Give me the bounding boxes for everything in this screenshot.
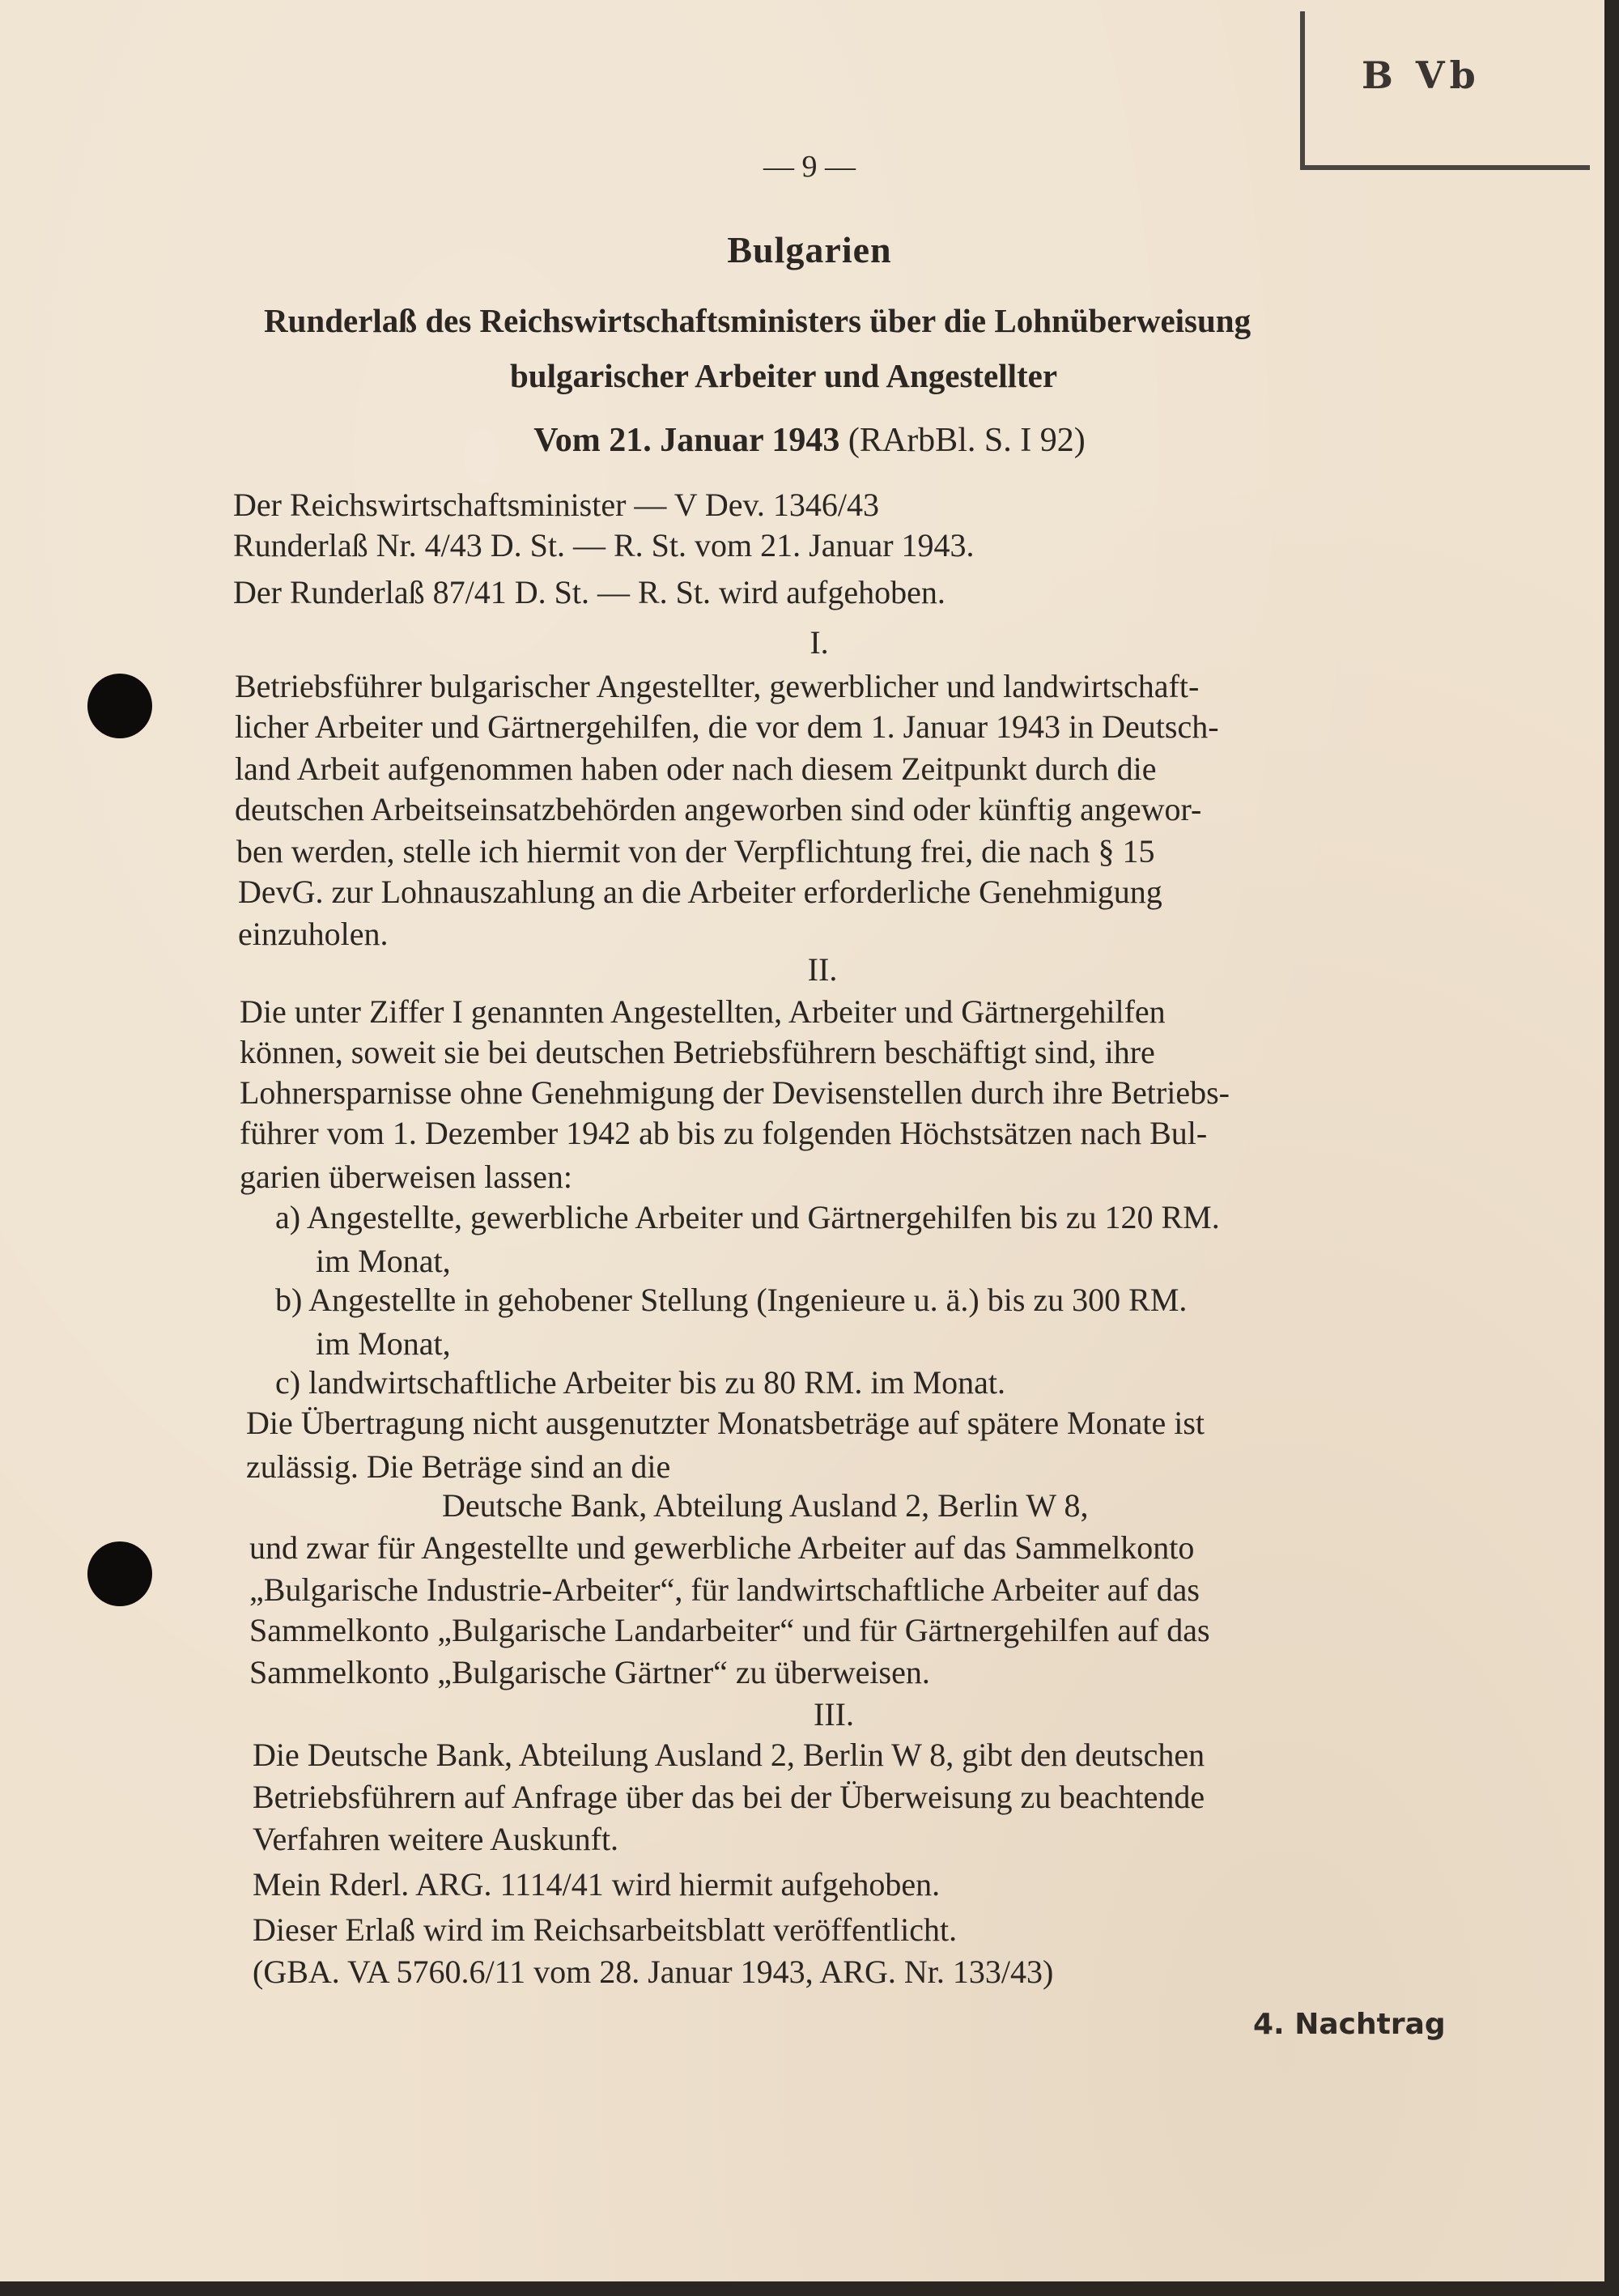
- page-title: Bulgarien: [727, 229, 892, 270]
- section-3-line: Betriebsführern auf Anfrage über das bei der Überweisung zu beachtende: [253, 1779, 1205, 1815]
- supplement-label: 4. Nachtrag: [1253, 2008, 1446, 2041]
- section-1-line: einzuholen.: [238, 916, 389, 952]
- section-3-line: Verfahren weitere Auskunft.: [253, 1821, 619, 1857]
- header-line: Der Runderlaß 87/41 D. St. — R. St. wird aufgehoben.: [233, 574, 945, 610]
- subtitle-line-2: bulgarischer Arbeiter und Angestellter: [510, 357, 1058, 394]
- section-2-closing: „Bulgarische Industrie-Arbeiter“, für landwirtschaftliche Arbeiter auf das: [249, 1571, 1200, 1608]
- section-2-line: können, soweit sie bei deutschen Betriebsführern beschäftigt sind, ihre: [240, 1034, 1155, 1070]
- section-1-line: ben werden, stelle ich hiermit von der Verpflichtung frei, die nach § 15: [236, 833, 1155, 870]
- list-item: a) Angestellte, gewerbliche Arbeiter und Gärtnergehilfen bis zu 120 RM.: [275, 1199, 1220, 1235]
- page-number: — 9 —: [763, 150, 856, 184]
- section-3-line: Die Deutsche Bank, Abteilung Ausland 2, Berlin W 8, gibt den deutschen: [253, 1737, 1205, 1773]
- list-item: b) Angestellte in gehobener Stellung (Ingenieure u. ä.) bis zu 300 RM.: [275, 1282, 1188, 1318]
- list-item: im Monat,: [316, 1243, 451, 1279]
- date-line: [0, 421, 1619, 460]
- section-1-line: land Arbeit aufgenommen haben oder nach diesem Zeitpunkt durch die: [235, 750, 1157, 787]
- section-1-line: licher Arbeiter und Gärtnergehilfen, die vor dem 1. Januar 1943 in Deutsch-: [235, 708, 1219, 745]
- section-2-line: führer vom 1. Dezember 1942 ab bis zu folgenden Höchstsätzen nach Bul-: [240, 1115, 1208, 1151]
- section-2-line: Lohnersparnisse ohne Genehmigung der Devisenstellen durch ihre Betriebs-: [240, 1074, 1230, 1111]
- list-item: im Monat,: [316, 1325, 451, 1362]
- section-heading-2: II.: [807, 951, 838, 988]
- section-3-line: Mein Rderl. ARG. 1114/41 wird hiermit aufgehoben.: [253, 1866, 941, 1903]
- section-2-after: zulässig. Die Beträge sind an die: [246, 1448, 671, 1485]
- section-heading-3: III.: [814, 1696, 854, 1733]
- section-1-line: deutschen Arbeitseinsatzbehörden angeworben sind oder künftig angewor-: [235, 791, 1202, 827]
- section-2-line: Die unter Ziffer I genannten Angestellten, Arbeiter und Gärtnergehilfen: [240, 993, 1166, 1030]
- header-line: Der Reichswirtschaftsminister — V Dev. 1346/43: [233, 487, 880, 523]
- section-2-closing: Sammelkonto „Bulgarische Landarbeiter“ und für Gärtnergehilfen auf das: [249, 1612, 1210, 1648]
- section-2-closing: Sammelkonto „Bulgarische Gärtner“ zu überweisen.: [249, 1654, 930, 1690]
- section-2-closing: und zwar für Angestellte und gewerbliche Arbeiter auf das Sammelkonto: [249, 1529, 1195, 1566]
- section-heading-1: I.: [810, 624, 829, 661]
- date-bold: Vom 21. Januar 1943: [533, 422, 840, 459]
- section-3-line: Dieser Erlaß wird im Reichsarbeitsblatt veröffentlicht.: [253, 1911, 958, 1948]
- bank-address: Deutsche Bank, Abteilung Ausland 2, Berlin W 8,: [442, 1487, 1089, 1524]
- corner-stamp-box: [1300, 11, 1590, 170]
- section-2-after: Die Übertragung nicht ausgenutzter Monatsbeträge auf spätere Monate ist: [246, 1405, 1205, 1441]
- section-2-line: garien überweisen lassen:: [240, 1159, 572, 1195]
- subtitle-line-1: Runderlaß des Reichswirtschaftsministers über die Lohnüberweisung: [264, 302, 1251, 339]
- section-1-line: DevG. zur Lohnauszahlung an die Arbeiter erforderliche Genehmigung: [238, 874, 1162, 910]
- section-3-line: (GBA. VA 5760.6/11 vom 28. Januar 1943, ARG. Nr. 133/43): [253, 1954, 1054, 1990]
- date-rest: (RArbBl. S. I 92): [839, 422, 1086, 459]
- header-line: Runderlaß Nr. 4/43 D. St. — R. St. vom 21. Januar 1943.: [233, 527, 975, 563]
- corner-label: B Vb: [1362, 53, 1481, 97]
- punch-hole-bottom: [87, 1541, 152, 1606]
- list-item: c) landwirtschaftliche Arbeiter bis zu 80 RM. im Monat.: [275, 1364, 1006, 1401]
- punch-hole-top: [87, 674, 152, 738]
- section-1-line: Betriebsführer bulgarischer Angestellter, gewerblicher und landwirtschaft-: [235, 668, 1200, 704]
